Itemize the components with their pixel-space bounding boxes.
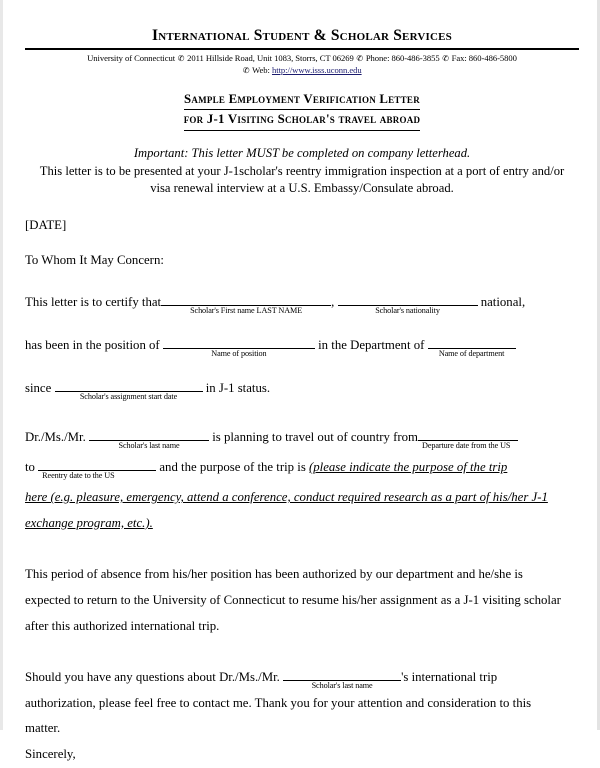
start-date-field[interactable] — [55, 378, 203, 401]
title-line-1: Sample Employment Verification Letter — [184, 90, 420, 110]
travel-mid: is planning to travel out of country from — [212, 429, 418, 444]
questions-paragraph — [25, 665, 579, 742]
questions-suffix: 's international trip — [401, 670, 498, 685]
scholar-name-caption: Scholar's First name LAST NAME — [190, 306, 303, 316]
salutation-text: To Whom It May Concern: — [25, 253, 164, 268]
absence-line-3: after this authorized international trip. — [25, 618, 220, 633]
questions-line-3: matter. — [25, 721, 61, 736]
nationality-field[interactable] — [338, 292, 478, 316]
certify-suffix: national, — [480, 295, 526, 310]
purpose-mid: and the purpose of the trip is — [159, 460, 306, 475]
sincerely-text: Sincerely, — [25, 747, 76, 761]
start-date-caption: Scholar's assignment start date — [79, 391, 178, 401]
purpose-hint-block — [25, 485, 579, 536]
street-address: 2011 Hillside Road, Unit 1083, Storrs, CT 06269 — [187, 53, 354, 64]
travel-row — [25, 427, 579, 450]
since-prefix: since — [25, 380, 52, 395]
position-field[interactable] — [163, 335, 315, 359]
phone-separator-icon: ✆ — [356, 54, 364, 64]
scholar-lastname-field-1[interactable] — [89, 427, 209, 450]
nationality-caption: Scholar's nationality — [375, 306, 440, 316]
absence-line-1: This period of absence from his/her position has been authorized by our department and he/she is — [25, 567, 523, 582]
notice-line-2: This letter is to be presented at your J-1scholar's reentry immigration inspection at a port of entry and/or — [39, 163, 565, 178]
letterhead — [25, 0, 579, 76]
department-caption: Name of department — [438, 349, 505, 359]
closing-line — [25, 742, 579, 768]
phone-separator-icon: ✆ — [177, 54, 185, 64]
absence-line-2: expected to return to the University of Connecticut to resume his/her assignment as a J-1 visiting scholar — [25, 593, 561, 608]
web-label: Web: — [252, 64, 270, 75]
purpose-hint-line-1: (please indicate the purpose of the trip — [309, 460, 508, 475]
department-field[interactable] — [428, 335, 516, 359]
certify-prefix: This letter is to certify that — [25, 295, 162, 310]
reentry-date-caption: Reentry date to the US — [42, 471, 115, 481]
page-content — [25, 0, 579, 768]
travel-prefix: Dr./Ms./Mr. — [25, 429, 86, 444]
important-notice — [25, 145, 579, 199]
absence-paragraph — [25, 562, 579, 639]
letterhead-divider — [25, 48, 579, 50]
to-prefix: to — [25, 460, 35, 475]
notice-line-1: Important: This letter MUST be completed on company letterhead. — [133, 145, 471, 160]
position-row — [25, 335, 579, 359]
title-line-2: for J-1 Visiting Scholar's travel abroad — [184, 110, 421, 130]
position-caption: Name of position — [211, 349, 267, 359]
certify-comma: , — [331, 295, 335, 310]
phone-separator-icon: ✆ — [242, 65, 250, 75]
purpose-hint-line-3: exchange program, etc.). — [25, 515, 153, 530]
questions-line-1 — [25, 665, 579, 691]
salutation-line — [25, 253, 579, 268]
certify-row — [25, 292, 579, 316]
reentry-row — [25, 457, 579, 481]
scholar-name-field[interactable] — [161, 292, 331, 316]
letterhead-contact-line — [25, 53, 579, 65]
scholar-lastname-field-2[interactable] — [283, 667, 401, 691]
purpose-hint-line-2: here (e.g. pleasure, emergency, attend a conference, conduct required research as a part of his/her J-1 — [25, 490, 548, 505]
fax-number: Fax: 860-486-5800 — [451, 53, 517, 64]
document-title — [25, 90, 579, 130]
letter-body — [25, 218, 579, 767]
scholar-lastname-caption-2: Scholar's last name — [311, 681, 373, 691]
departure-date-field[interactable] — [418, 427, 518, 450]
date-placeholder[interactable]: [DATE] — [25, 218, 67, 233]
scholar-lastname-caption-1: Scholar's last name — [118, 440, 180, 450]
notice-line-3: visa renewal interview at a U.S. Embassy/Consulate abroad. — [150, 181, 454, 196]
questions-line-2: authorization, please feel free to contact me. Thank you for your attention and consideration to this — [25, 695, 532, 710]
website-link[interactable]: http://www.isss.uconn.edu — [271, 64, 362, 75]
university-name: University of Connecticut — [87, 53, 176, 64]
organization-name: International Student & Scholar Services — [152, 27, 452, 44]
since-row — [25, 378, 579, 401]
phone-number: Phone: 860-486-3855 — [365, 53, 440, 64]
phone-separator-icon: ✆ — [442, 54, 450, 64]
reentry-date-field[interactable] — [38, 457, 156, 481]
letterhead-web-line — [25, 65, 579, 77]
date-line — [25, 218, 579, 233]
department-mid: in the Department of — [318, 338, 425, 353]
since-suffix: in J-1 status. — [205, 380, 271, 395]
questions-prefix: Should you have any questions about Dr./Ms./Mr. — [25, 670, 280, 685]
departure-date-caption: Departure date from the US — [422, 440, 511, 450]
position-prefix: has been in the position of — [25, 338, 160, 353]
